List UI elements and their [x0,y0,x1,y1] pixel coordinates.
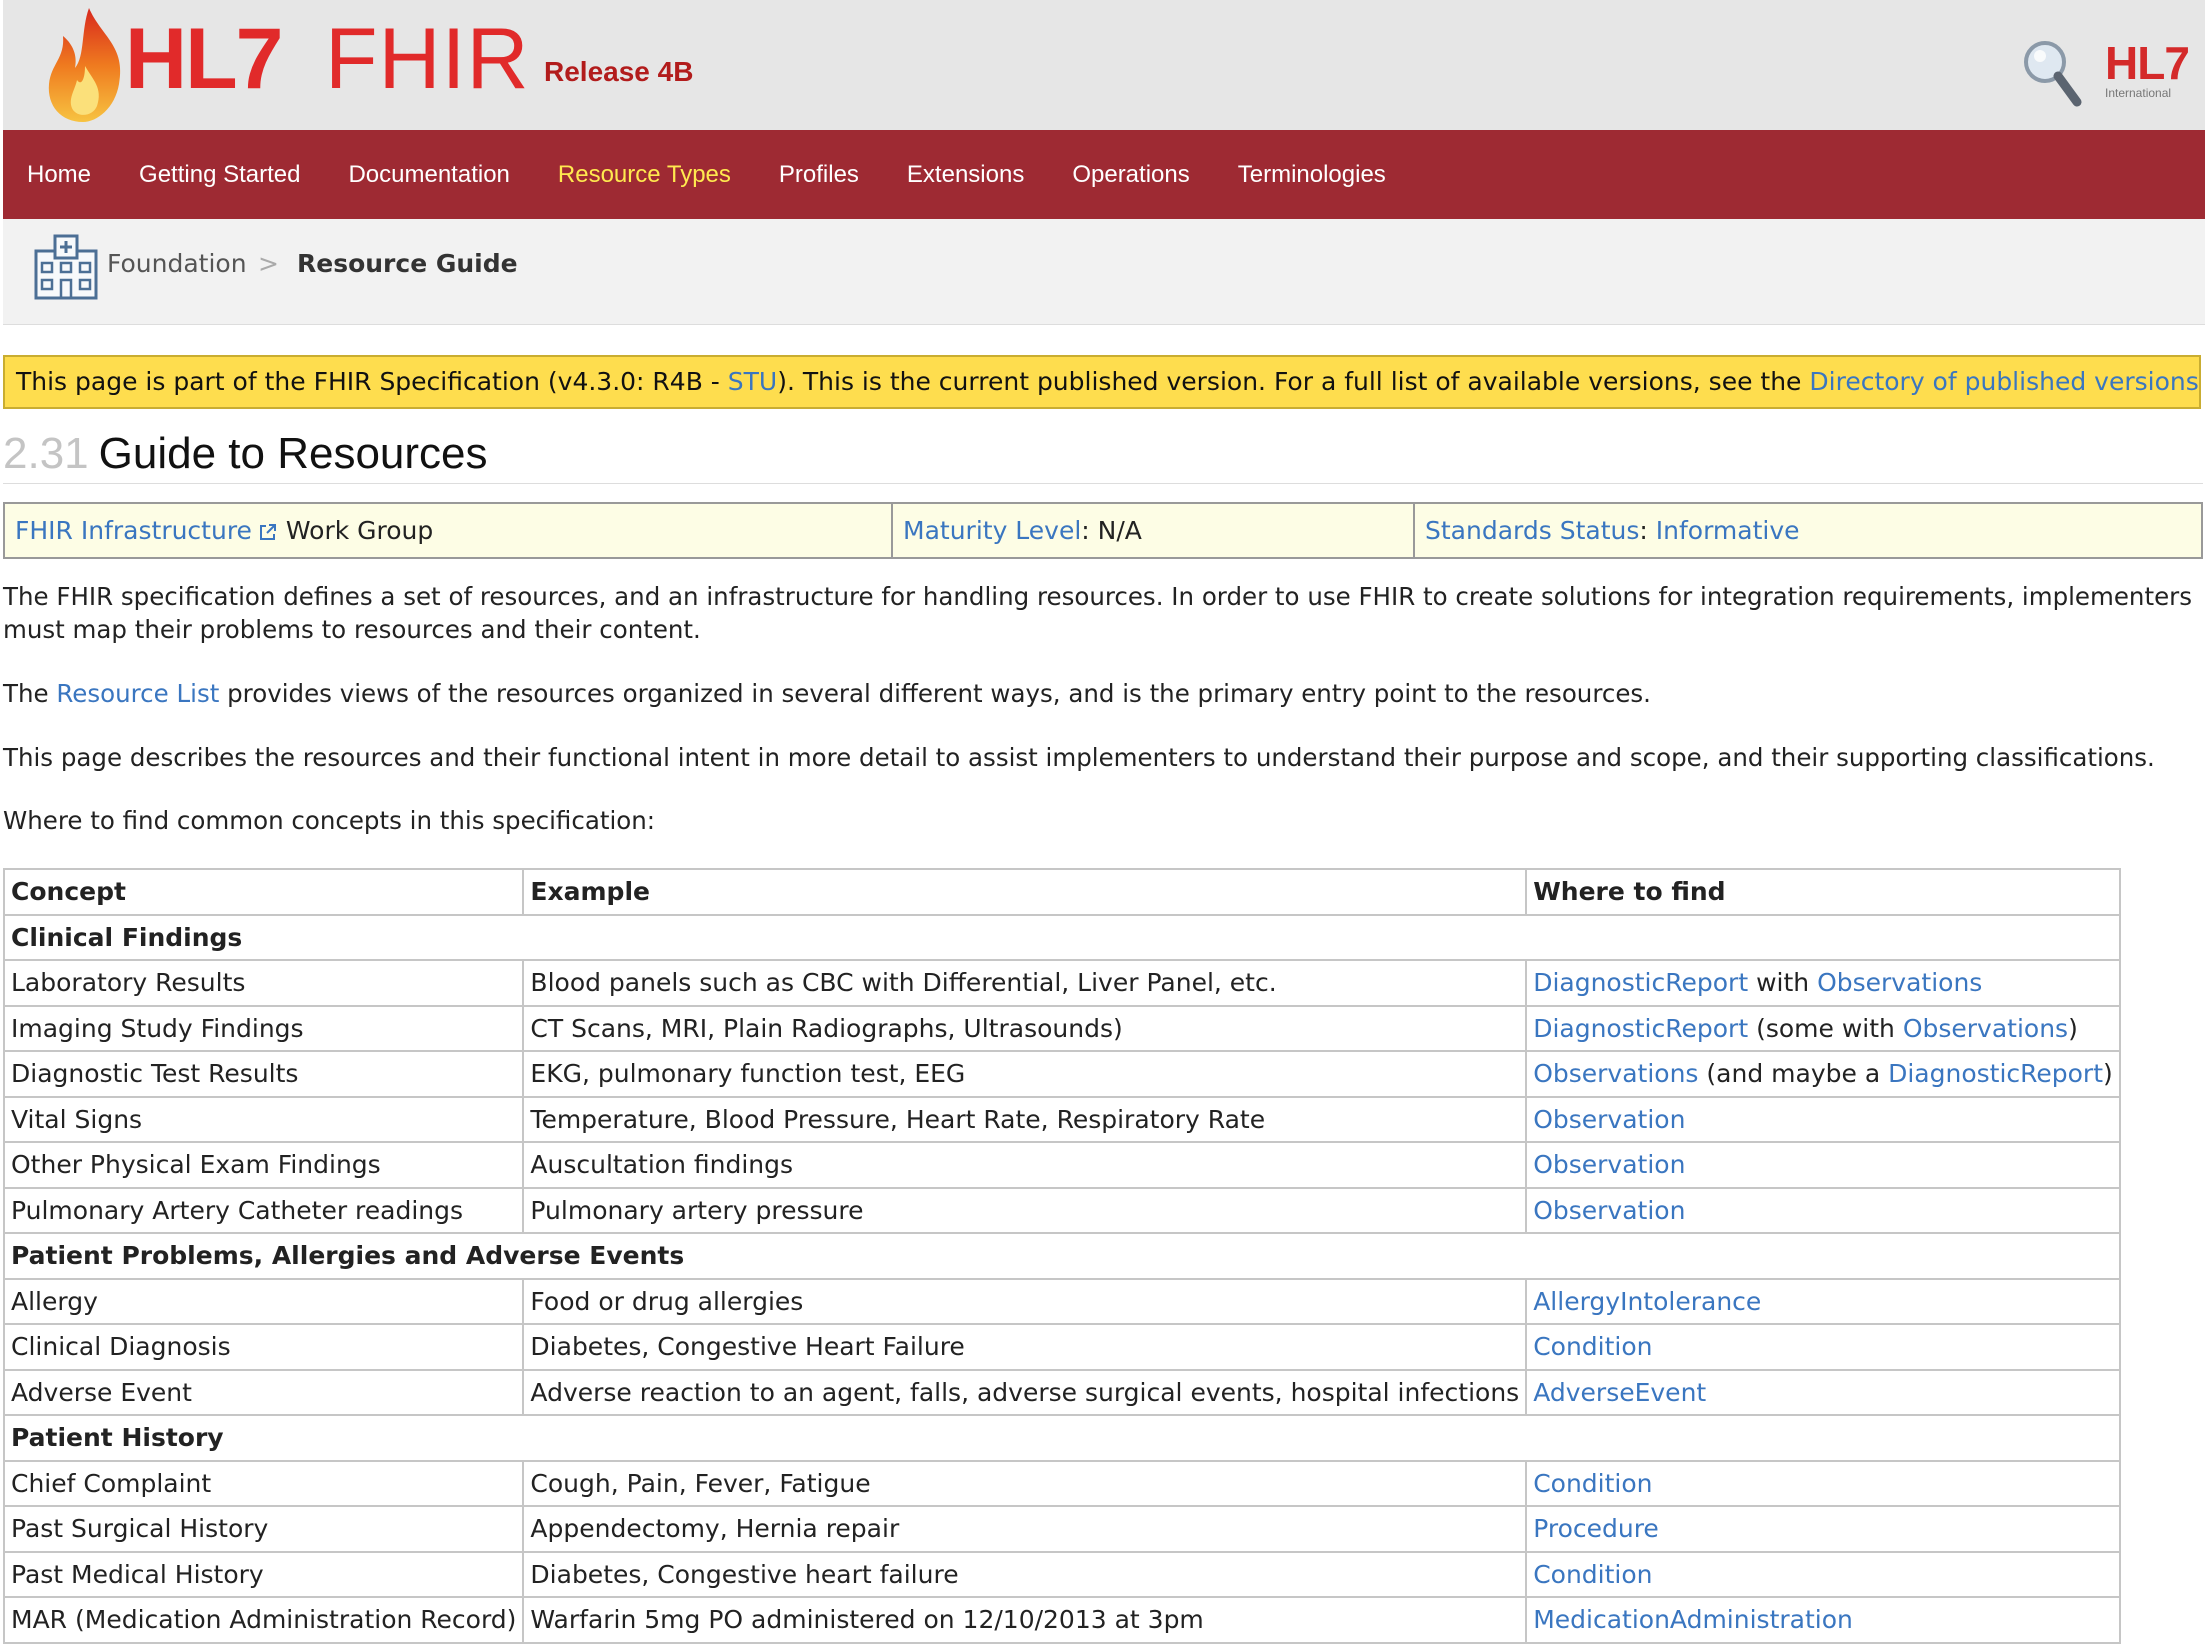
where-to-find-cell [1526,1142,2120,1188]
concept-table-body [4,915,2120,1643]
table-row [4,1370,2120,1416]
hospital-icon [33,233,99,301]
concept-cell: Laboratory Results [4,960,523,1006]
group-heading: Patient History [4,1415,2120,1461]
work-group-cell [4,503,892,558]
table-row [4,960,2120,1006]
example-cell: Blood panels such as CBC with Differential, Liver Panel, etc. [523,960,1526,1006]
example-cell: Pulmonary artery pressure [523,1188,1526,1234]
resource-link[interactable]: Observation [1533,1104,1686,1134]
search-icon[interactable] [2021,38,2083,108]
example-cell: Temperature, Blood Pressure, Heart Rate, Respiratory Rate [523,1097,1526,1143]
concept-cell: Clinical Diagnosis [4,1324,523,1370]
where-to-find-cell [1526,1324,2120,1370]
where-text: with [1748,968,1818,998]
example-cell: Appendectomy, Hernia repair [523,1506,1526,1552]
table-row [4,1324,2120,1370]
example-cell: Auscultation findings [523,1142,1526,1188]
description-paragraph: This page describes the resources and their functional intent in more detail to assist implementers to understand their purpose and scope, and their supporting classifications. [3,743,2155,772]
hl7-intl-text: HL7 [2105,37,2189,89]
where-to-find-cell [1526,1006,2120,1052]
example-cell: EKG, pulmonary function test, EEG [523,1051,1526,1097]
status-cell [1414,503,2202,558]
release-label: Release 4B [544,56,694,87]
external-link-icon [258,522,278,542]
nav-terminologies[interactable]: Terminologies [1237,161,1386,188]
resource-link[interactable]: Condition [1533,1559,1653,1589]
resource-list-paragraph [3,677,2193,710]
breadcrumb [3,219,2205,325]
concept-cell: MAR (Medication Administration Record) [4,1597,523,1643]
where-to-find-cell [1526,1097,2120,1143]
breadcrumb-current: Resource Guide [297,249,518,278]
site-header [3,0,2205,130]
where-text: ) [2068,1013,2078,1043]
concept-cell: Chief Complaint [4,1461,523,1507]
where-to-find-cell [1526,1051,2120,1097]
standards-status-link[interactable]: Standards Status [1425,516,1640,545]
where-to-find-cell [1526,1461,2120,1507]
example-cell: CT Scans, MRI, Plain Radiographs, Ultrasounds) [523,1006,1526,1052]
concept-cell: Diagnostic Test Results [4,1051,523,1097]
breadcrumb-separator: > [258,249,279,278]
where-text: (and maybe a [1698,1059,1889,1089]
resource-link[interactable]: DiagnosticReport [1888,1059,2104,1089]
header-concept: Concept [4,869,523,915]
hl7-logo-text[interactable]: HL7 [125,11,282,107]
example-cell: Warfarin 5mg PO administered on 12/10/2013 at 3pm [523,1597,1526,1643]
concept-cell: Adverse Event [4,1370,523,1416]
nav-operations[interactable]: Operations [1072,161,1190,188]
group-heading: Patient Problems, Allergies and Adverse Events [4,1233,2120,1279]
work-group-suffix: Work Group [277,516,434,545]
status-separator: : [1639,516,1656,545]
table-row [4,1188,2120,1234]
example-cell: Diabetes, Congestive Heart Failure [523,1324,1526,1370]
group-row [4,915,2120,961]
intro-paragraph: The FHIR specification defines a set of resources, and an infrastructure for handling resources. In order to use FHIR to create solutions for integration requirements, implementers must map their problems to resources and their content. [3,582,2192,644]
resource-link[interactable]: Observations [1533,1059,1699,1089]
resource-link[interactable]: Observations [1902,1013,2069,1043]
table-row [4,1552,2120,1598]
resource-link[interactable]: Observation [1533,1195,1686,1225]
where-to-find-cell [1526,1370,2120,1416]
table-row [4,1597,2120,1643]
maturity-level-link[interactable]: Maturity Level [903,516,1082,545]
header-where-to-find: Where to find [1526,869,2120,915]
nav-extensions[interactable]: Extensions [906,161,1025,188]
example-cell: Diabetes, Congestive heart failure [523,1552,1526,1598]
breadcrumb-foundation[interactable]: Foundation [107,249,247,278]
resource-link[interactable]: Observations [1817,968,1983,998]
nav-resource-types[interactable]: Resource Types [557,161,731,188]
concept-cell: Past Surgical History [4,1506,523,1552]
concept-cell: Allergy [4,1279,523,1325]
nav-home[interactable]: Home [27,161,92,188]
concepts-intro-paragraph: Where to find common concepts in this specification: [3,806,656,835]
resource-link[interactable]: DiagnosticReport [1533,1013,1749,1043]
page-title-text: Guide to Resources [98,429,488,478]
resource-link[interactable]: Procedure [1533,1514,1659,1544]
nav-getting-started[interactable]: Getting Started [139,161,301,188]
section-number: 2.31 [3,429,89,478]
directory-link[interactable]: Directory of published versions [1809,367,2199,396]
page-title [3,425,2203,484]
main-nav [3,130,2205,219]
table-row [4,1142,2120,1188]
fhir-infrastructure-link[interactable]: FHIR Infrastructure [15,516,252,545]
where-to-find-cell [1526,1506,2120,1552]
p2-prefix: The [3,679,57,708]
nav-profiles[interactable]: Profiles [778,161,859,188]
where-to-find-cell [1526,1552,2120,1598]
concept-table [3,868,2121,1644]
table-row [4,1506,2120,1552]
example-cell: Adverse reaction to an agent, falls, adverse surgical events, hospital infections [523,1370,1526,1416]
resource-link[interactable]: Observation [1533,1150,1686,1180]
resource-link[interactable]: DiagnosticReport [1533,968,1749,998]
concept-cell: Past Medical History [4,1552,523,1598]
table-row [4,1461,2120,1507]
where-to-find-cell [1526,960,2120,1006]
resource-link[interactable]: Condition [1533,1332,1653,1362]
where-to-find-cell [1526,1279,2120,1325]
table-row [4,1006,2120,1052]
table-row [4,1279,2120,1325]
p2-suffix: provides views of the resources organized in several different ways, and is the primary entry point to the resources. [219,679,1651,708]
table-row [4,1097,2120,1143]
fhir-flame-icon[interactable] [41,6,131,124]
stu-link[interactable]: STU [727,367,778,396]
version-notice [3,355,2201,409]
group-heading: Clinical Findings [4,915,2120,961]
fhir-logo-text[interactable]: FHIR [325,11,530,107]
resource-link[interactable]: AllergyIntolerance [1533,1286,1762,1316]
concept-cell: Other Physical Exam Findings [4,1142,523,1188]
example-cell: Cough, Pain, Fever, Fatigue [523,1461,1526,1507]
maturity-value: : N/A [1081,516,1142,545]
maturity-cell [892,503,1414,558]
status-value-link[interactable]: Informative [1655,516,1800,545]
resource-link[interactable]: MedicationAdministration [1533,1605,1853,1635]
table-row [4,1051,2120,1097]
group-row [4,1415,2120,1461]
notice-text-1: This page is part of the FHIR Specification (v4.3.0: R4B - [16,367,728,396]
concept-cell: Imaging Study Findings [4,1006,523,1052]
where-to-find-cell [1526,1597,2120,1643]
resource-list-link[interactable]: Resource List [56,679,220,708]
where-text: ) [2103,1059,2113,1089]
where-to-find-cell [1526,1188,2120,1234]
resource-link[interactable]: AdverseEvent [1533,1377,1707,1407]
table-header-row [4,869,2120,915]
maturity-table [3,502,2203,559]
header-example: Example [523,869,1526,915]
resource-link[interactable]: Condition [1533,1468,1653,1498]
example-cell: Food or drug allergies [523,1279,1526,1325]
hl7-international-logo[interactable] [2105,37,2195,100]
group-row [4,1233,2120,1279]
concept-cell: Vital Signs [4,1097,523,1143]
nav-documentation[interactable]: Documentation [348,161,510,188]
notice-text-2: ). This is the current published version. For a full list of available versions, see the [777,367,1810,396]
where-text: (some with [1748,1013,1903,1043]
concept-cell: Pulmonary Artery Catheter readings [4,1188,523,1234]
hl7-intl-subtitle: International [2105,86,2172,100]
